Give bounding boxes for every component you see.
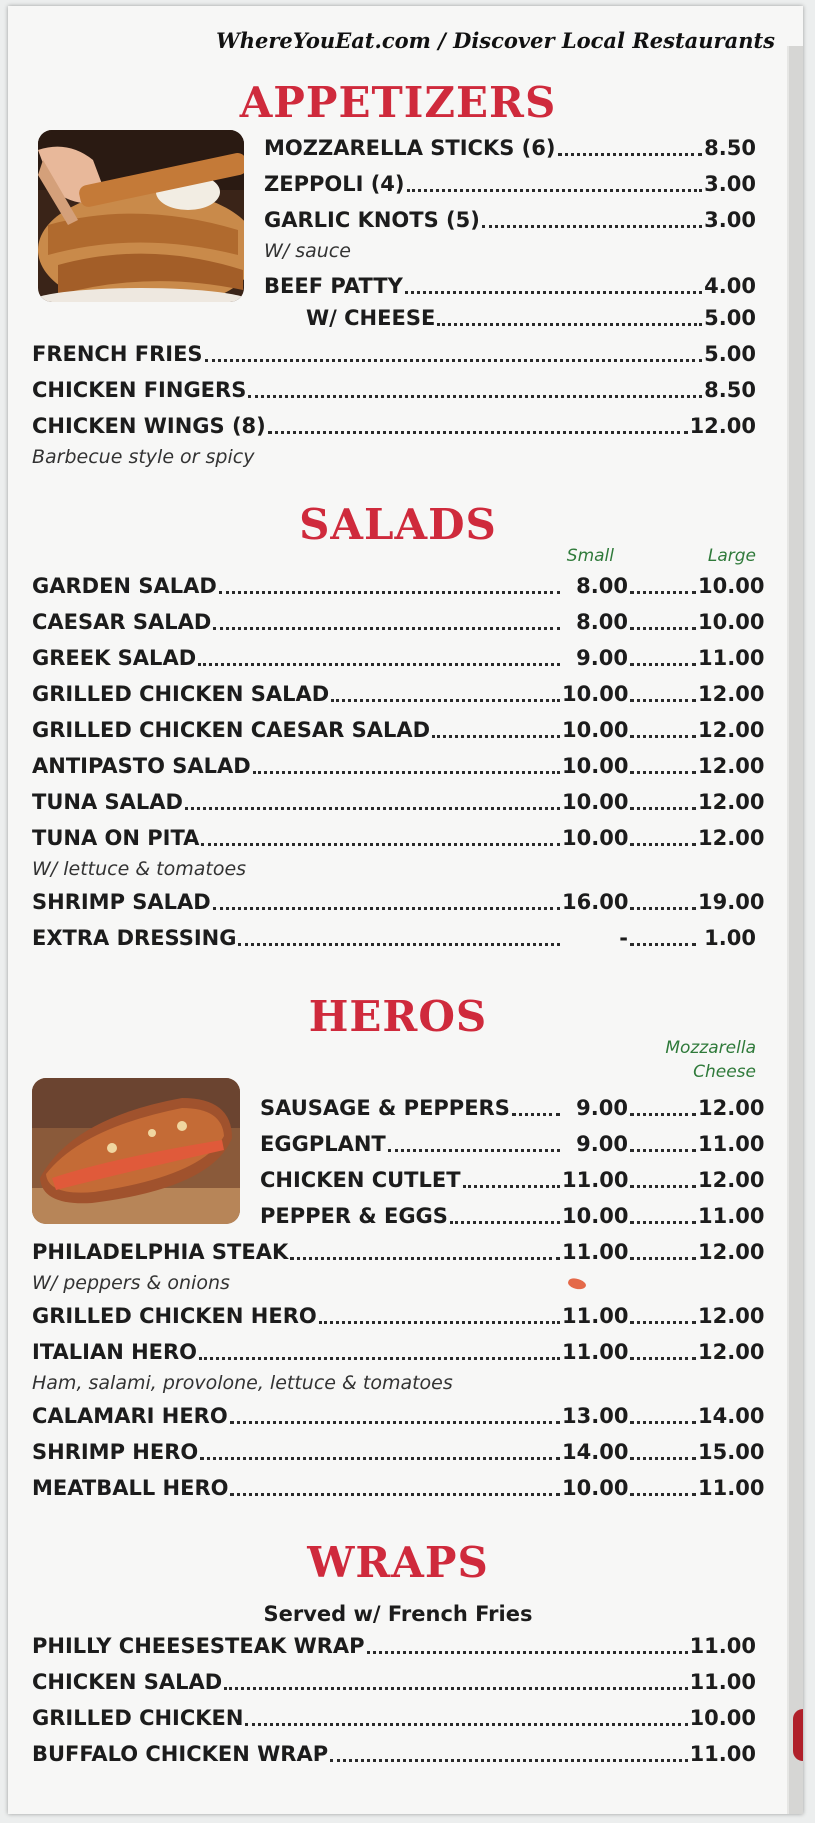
item-note: Barbecue style or spicy bbox=[32, 446, 255, 468]
dot-leader bbox=[630, 1257, 696, 1260]
price-large: 11.00 bbox=[698, 646, 765, 670]
price-large: 19.00 bbox=[698, 890, 765, 914]
menu-item bbox=[32, 1304, 765, 1328]
dot-leader bbox=[319, 1321, 560, 1324]
item-name: CHICKEN SALAD bbox=[32, 1670, 223, 1694]
price-mozzarella: 15.00 bbox=[698, 1440, 765, 1464]
price-large: 12.00 bbox=[698, 682, 765, 706]
heros-heading: HEROS bbox=[308, 992, 488, 1041]
item-price: 11.00 bbox=[689, 1670, 756, 1694]
column-header-small: Small bbox=[566, 546, 614, 566]
dot-leader bbox=[331, 699, 560, 702]
price-small: 8.00 bbox=[576, 574, 628, 598]
item-price: 11.00 bbox=[689, 1742, 756, 1766]
menu-item bbox=[32, 344, 756, 365]
dot-leader bbox=[213, 907, 560, 910]
menu-item bbox=[32, 1744, 756, 1765]
menu-page bbox=[8, 6, 803, 1814]
dot-leader bbox=[205, 359, 703, 362]
item-price: 8.50 bbox=[704, 136, 756, 160]
menu-item bbox=[32, 610, 765, 634]
dot-leader bbox=[253, 771, 560, 774]
item-name: TUNA ON PITA bbox=[32, 826, 200, 850]
menu-item bbox=[32, 790, 765, 814]
menu-item bbox=[32, 574, 765, 598]
dot-leader bbox=[630, 1357, 696, 1360]
dot-leader bbox=[407, 189, 703, 192]
price-small: - bbox=[619, 926, 628, 950]
dot-leader bbox=[198, 663, 560, 666]
dot-leader bbox=[630, 843, 696, 846]
item-name: GRILLED CHICKEN HERO bbox=[32, 1304, 317, 1328]
price-small: 10.00 bbox=[562, 790, 629, 814]
dot-leader bbox=[238, 943, 560, 946]
item-price: 11.00 bbox=[562, 1240, 629, 1264]
item-name: GRILLED CHICKEN CAESAR SALAD bbox=[32, 718, 431, 742]
dot-leader bbox=[630, 699, 696, 702]
item-price: 13.00 bbox=[562, 1404, 629, 1428]
item-name: BUFFALO CHICKEN WRAP bbox=[32, 1742, 329, 1766]
dot-leader bbox=[630, 1221, 696, 1224]
item-price: 11.00 bbox=[562, 1340, 629, 1364]
menu-item bbox=[260, 1168, 765, 1192]
dot-leader bbox=[200, 1457, 560, 1460]
item-price: 5.00 bbox=[704, 306, 756, 330]
item-price: 5.00 bbox=[704, 342, 756, 366]
dot-leader bbox=[630, 943, 696, 946]
item-name: GRILLED CHICKEN SALAD bbox=[32, 682, 330, 706]
item-price: 9.00 bbox=[576, 1132, 628, 1156]
item-name: BEEF PATTY bbox=[264, 274, 403, 298]
menu-item bbox=[32, 380, 756, 401]
dot-leader bbox=[512, 1113, 560, 1116]
dot-leader bbox=[450, 1221, 560, 1224]
dot-leader bbox=[630, 1113, 696, 1116]
price-small: 10.00 bbox=[562, 826, 629, 850]
dot-leader bbox=[630, 735, 696, 738]
price-mozzarella: 11.00 bbox=[698, 1476, 765, 1500]
dot-leader bbox=[201, 843, 560, 846]
salads-heading: SALADS bbox=[299, 500, 497, 549]
menu-item bbox=[32, 1240, 765, 1264]
item-name: TUNA SALAD bbox=[32, 790, 183, 814]
dot-leader bbox=[219, 591, 560, 594]
menu-item bbox=[264, 276, 756, 297]
item-name: CHICKEN WINGS (8) bbox=[32, 414, 266, 438]
dot-leader bbox=[630, 907, 696, 910]
menu-item bbox=[260, 1204, 765, 1228]
item-name: MOZZARELLA STICKS (6) bbox=[264, 136, 556, 160]
column-header-large: Large bbox=[707, 546, 756, 566]
menu-item bbox=[306, 308, 756, 329]
price-mozzarella: 12.00 bbox=[698, 1340, 765, 1364]
menu-item bbox=[32, 1440, 765, 1464]
menu-item bbox=[264, 210, 756, 231]
dot-leader bbox=[630, 1457, 696, 1460]
price-large: 12.00 bbox=[698, 754, 765, 778]
item-name: W/ CHEESE bbox=[306, 306, 436, 330]
price-mozzarella: 12.00 bbox=[698, 1304, 765, 1328]
item-name: MEATBALL HERO bbox=[32, 1476, 229, 1500]
dot-leader bbox=[213, 627, 560, 630]
price-large: 12.00 bbox=[698, 790, 765, 814]
price-small: 10.00 bbox=[562, 718, 629, 742]
dot-leader bbox=[248, 395, 702, 398]
item-price: 14.00 bbox=[562, 1440, 629, 1464]
dot-leader bbox=[367, 1651, 688, 1654]
item-name: EGGPLANT bbox=[260, 1132, 386, 1156]
item-name: FRENCH FRIES bbox=[32, 342, 203, 366]
hero-sandwich-photo bbox=[32, 1078, 240, 1224]
price-mozzarella: 11.00 bbox=[698, 1204, 765, 1228]
price-mozzarella: 12.00 bbox=[698, 1096, 765, 1120]
price-large: 12.00 bbox=[698, 718, 765, 742]
item-price: 10.00 bbox=[689, 1706, 756, 1730]
item-name: CHICKEN FINGERS bbox=[32, 378, 247, 402]
item-note: W/ peppers & onions bbox=[32, 1272, 230, 1294]
price-mozzarella: 12.00 bbox=[698, 1168, 765, 1192]
item-note: W/ sauce bbox=[264, 240, 351, 262]
dot-leader bbox=[199, 1357, 560, 1360]
menu-item bbox=[32, 754, 765, 778]
item-name: GREEK SALAD bbox=[32, 646, 197, 670]
dot-leader bbox=[558, 153, 703, 156]
dot-leader bbox=[185, 807, 560, 810]
menu-item bbox=[32, 718, 765, 742]
item-note: W/ lettuce & tomatoes bbox=[32, 858, 247, 880]
dot-leader bbox=[630, 1185, 696, 1188]
item-price: 4.00 bbox=[704, 274, 756, 298]
item-name: CALAMARI HERO bbox=[32, 1404, 228, 1428]
menu-item bbox=[32, 1340, 765, 1364]
dot-leader bbox=[630, 1493, 696, 1496]
item-price: 11.00 bbox=[689, 1634, 756, 1658]
item-name: GRILLED CHICKEN bbox=[32, 1706, 244, 1730]
dot-leader bbox=[268, 431, 688, 434]
item-name: CAESAR SALAD bbox=[32, 610, 212, 634]
column-header-cheese: Cheese bbox=[693, 1062, 756, 1082]
price-small: 16.00 bbox=[562, 890, 629, 914]
price-large: 10.00 bbox=[698, 574, 765, 598]
dot-leader bbox=[482, 225, 702, 228]
mozzarella-sticks-photo bbox=[38, 130, 244, 302]
site-title: WhereYouEat.com / Discover Local Restaurants bbox=[216, 28, 775, 53]
price-mozzarella: 12.00 bbox=[698, 1240, 765, 1264]
dot-leader bbox=[224, 1687, 687, 1690]
column-header-mozzarella: Mozzarella bbox=[665, 1038, 756, 1058]
menu-item bbox=[32, 682, 765, 706]
dot-leader bbox=[245, 1723, 687, 1726]
item-price: 9.00 bbox=[576, 1096, 628, 1120]
menu-item bbox=[32, 928, 756, 949]
appetizers-heading: APPETIZERS bbox=[239, 78, 557, 127]
price-small: 10.00 bbox=[562, 754, 629, 778]
page-tab-marker bbox=[793, 1709, 803, 1761]
price-small: 10.00 bbox=[562, 682, 629, 706]
dot-leader bbox=[432, 735, 560, 738]
dot-leader bbox=[630, 591, 696, 594]
price-large: 12.00 bbox=[698, 826, 765, 850]
dot-leader bbox=[388, 1149, 560, 1152]
price-small: 8.00 bbox=[576, 610, 628, 634]
dot-leader bbox=[330, 1759, 687, 1762]
item-name: ITALIAN HERO bbox=[32, 1340, 198, 1364]
wraps-subheading: Served w/ French Fries bbox=[263, 1602, 533, 1626]
page-edge bbox=[789, 46, 803, 1814]
menu-item bbox=[264, 138, 756, 159]
wraps-heading: WRAPS bbox=[307, 1538, 489, 1587]
item-name: PHILADELPHIA STEAK bbox=[32, 1240, 289, 1264]
dot-leader bbox=[230, 1421, 560, 1424]
item-note: Ham, salami, provolone, lettuce & tomatoes bbox=[32, 1372, 453, 1394]
item-name: GARLIC KNOTS (5) bbox=[264, 208, 480, 232]
sauce-stain bbox=[567, 1276, 587, 1292]
dot-leader bbox=[630, 807, 696, 810]
item-name: ZEPPOLI (4) bbox=[264, 172, 405, 196]
dot-leader bbox=[630, 771, 696, 774]
item-name: CHICKEN CUTLET bbox=[260, 1168, 461, 1192]
menu-item bbox=[32, 1476, 765, 1500]
menu-item bbox=[32, 1672, 756, 1693]
item-name: EXTRA DRESSING bbox=[32, 926, 237, 950]
item-name: SHRIMP SALAD bbox=[32, 890, 211, 914]
menu-item bbox=[260, 1132, 765, 1156]
price-large: 1.00 bbox=[704, 926, 756, 950]
item-price: 11.00 bbox=[562, 1304, 629, 1328]
menu-item bbox=[32, 1404, 765, 1428]
price-small: 9.00 bbox=[576, 646, 628, 670]
item-name: SHRIMP HERO bbox=[32, 1440, 199, 1464]
price-mozzarella: 11.00 bbox=[698, 1132, 765, 1156]
menu-item bbox=[32, 1708, 756, 1729]
dot-leader bbox=[437, 323, 702, 326]
dot-leader bbox=[230, 1493, 560, 1496]
dot-leader bbox=[630, 627, 696, 630]
item-price: 11.00 bbox=[562, 1168, 629, 1192]
menu-item bbox=[32, 1636, 756, 1657]
dot-leader bbox=[630, 1321, 696, 1324]
item-price: 3.00 bbox=[704, 208, 756, 232]
price-large: 10.00 bbox=[698, 610, 765, 634]
dot-leader bbox=[405, 291, 702, 294]
item-name: GARDEN SALAD bbox=[32, 574, 217, 598]
item-name: PHILLY CHEESESTEAK WRAP bbox=[32, 1634, 365, 1658]
price-mozzarella: 14.00 bbox=[698, 1404, 765, 1428]
menu-item bbox=[32, 646, 765, 670]
item-price: 8.50 bbox=[704, 378, 756, 402]
dot-leader bbox=[630, 1149, 696, 1152]
item-price: 10.00 bbox=[562, 1476, 629, 1500]
item-price: 12.00 bbox=[689, 414, 756, 438]
menu-item bbox=[32, 890, 765, 914]
menu-item bbox=[264, 174, 756, 195]
item-name: ANTIPASTO SALAD bbox=[32, 754, 251, 778]
dot-leader bbox=[630, 663, 696, 666]
menu-item bbox=[32, 826, 765, 850]
dot-leader bbox=[630, 1421, 696, 1424]
dot-leader bbox=[463, 1185, 560, 1188]
dot-leader bbox=[290, 1257, 560, 1260]
item-price: 10.00 bbox=[562, 1204, 629, 1228]
item-name: SAUSAGE & PEPPERS bbox=[260, 1096, 510, 1120]
item-name: PEPPER & EGGS bbox=[260, 1204, 448, 1228]
menu-item bbox=[260, 1096, 765, 1120]
menu-item bbox=[32, 416, 756, 437]
item-price: 3.00 bbox=[704, 172, 756, 196]
